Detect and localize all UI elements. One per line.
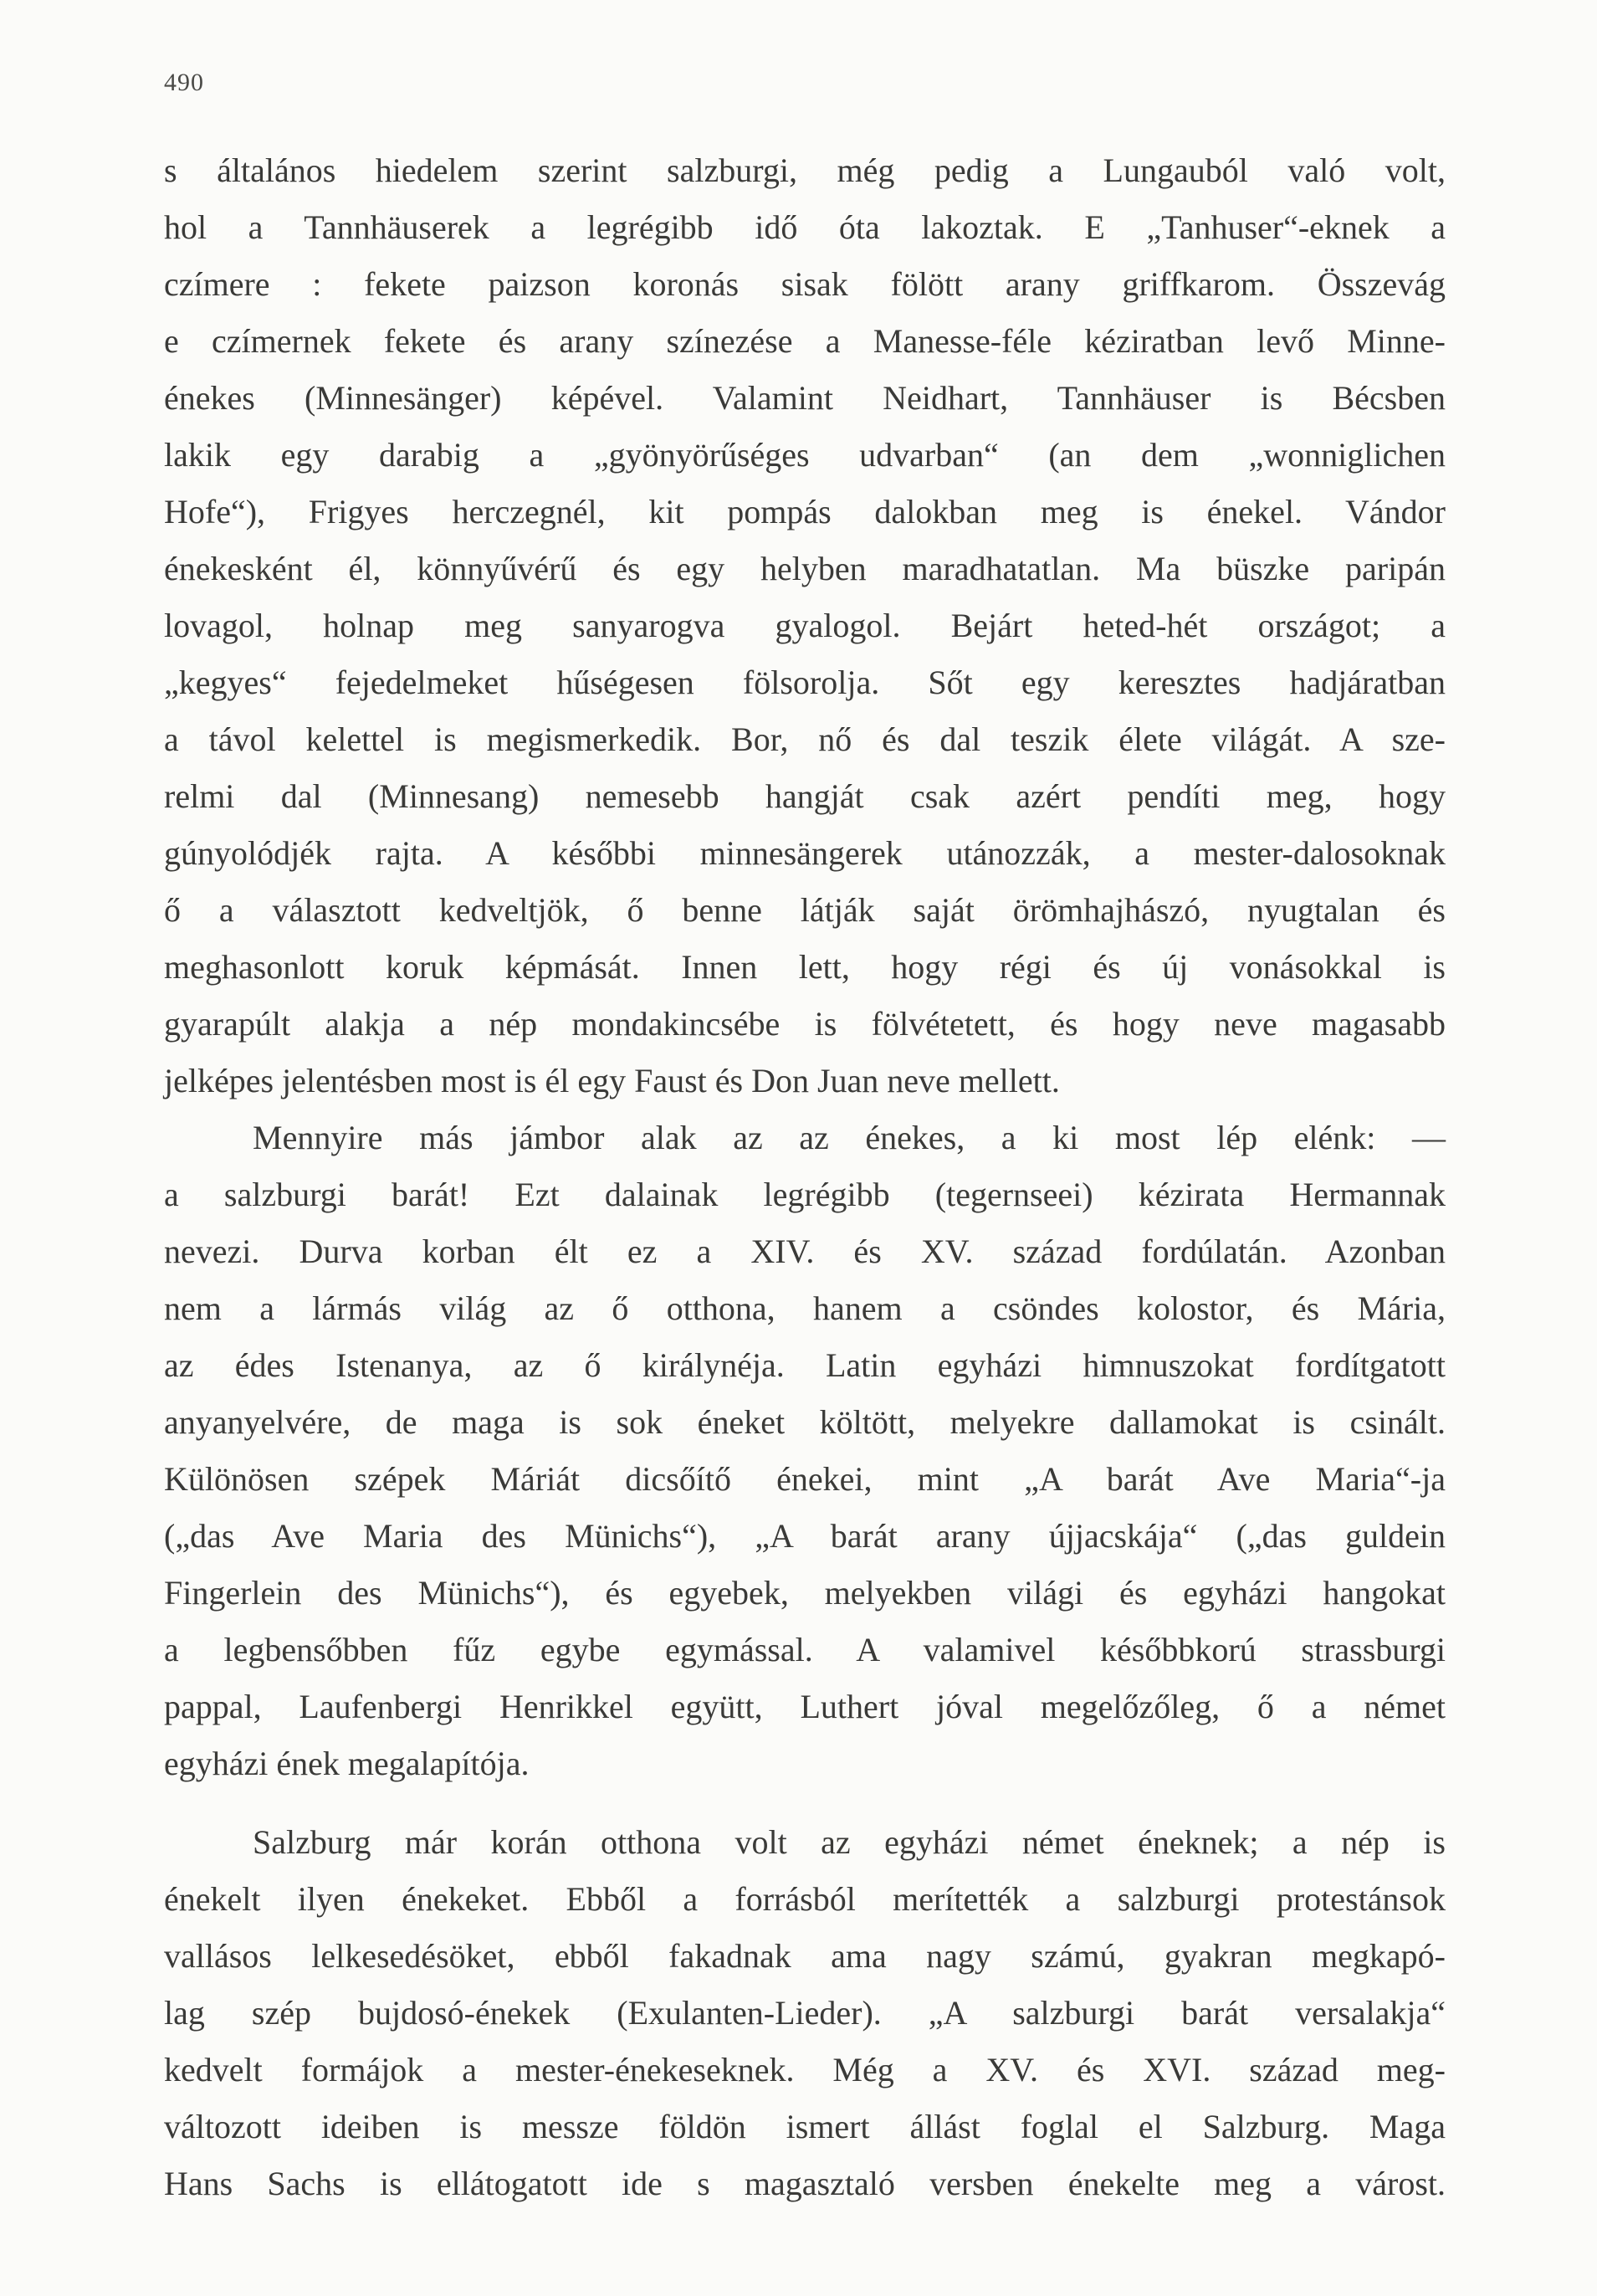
text-line: e czímernek fekete és arany színezése a Manesse-féle kéziratban levő Minne- bbox=[164, 322, 1446, 360]
text-line: meghasonlott koruk képmását. Innen lett, hogy régi és új vonásokkal is bbox=[164, 948, 1446, 986]
text-line: pappal, Laufenbergi Henrikkel együtt, Luthert jóval megelőzőleg, ő a német bbox=[164, 1688, 1446, 1725]
text-line: hol a Tannhäuserek a legrégibb idő óta lakoztak. E „Tanhuser“-eknek a bbox=[164, 208, 1446, 246]
text-line: anyanyelvére, de maga is sok éneket költött, melyekre dallamokat is csinált. bbox=[164, 1403, 1446, 1441]
paragraph-3 bbox=[164, 1814, 1446, 2212]
text-line: lovagol, holnap meg sanyarogva gyalogol. Bejárt heted-hét országot; a bbox=[164, 607, 1446, 644]
text-line: gúnyolódjék rajta. A későbbi minnesängerek utánozzák, a mester-dalosoknak bbox=[164, 834, 1446, 872]
text-line: a legbensőbben fűz egybe egymással. A valamivel későbbkorú strassburgi bbox=[164, 1631, 1446, 1668]
text-line: énekesként él, könnyűvérű és egy helyben maradhatatlan. Ma büszke paripán bbox=[164, 550, 1446, 587]
text-line: lag szép bujdosó-énekek (Exulanten-Lieder). „A salzburgi barát versalakja“ bbox=[164, 1994, 1446, 2032]
text-line: a salzburgi barát! Ezt dalainak legrégibb (tegernseei) kézirata Hermannak bbox=[164, 1176, 1446, 1213]
paragraph-2 bbox=[164, 1110, 1446, 1792]
text-line: kedvelt formájok a mester-énekeseknek. Még a XV. és XVI. század meg- bbox=[164, 2051, 1446, 2088]
body-text bbox=[164, 142, 1446, 2212]
text-line: ő a választott kedveltjök, ő benne látják saját örömhajhászó, nyugtalan és bbox=[164, 891, 1446, 929]
text-line: nevezi. Durva korban élt ez a XIV. és XV. század fordúlatán. Azonban bbox=[164, 1233, 1446, 1270]
text-line: egyházi ének megalapítója. bbox=[164, 1745, 530, 1782]
text-line: énekes (Minnesänger) képével. Valamint Neidhart, Tannhäuser is Bécsben bbox=[164, 379, 1446, 417]
text-line: a távol kelettel is megismerkedik. Bor, nő és dal teszik élete világát. A sze- bbox=[164, 720, 1446, 758]
paragraph-gap bbox=[164, 1792, 1446, 1814]
page-number: 490 bbox=[164, 69, 204, 96]
text-line: jelképes jelentésben most is él egy Faust és Don Juan neve mellett. bbox=[164, 1062, 1060, 1099]
text-line: relmi dal (Minnesang) nemesebb hangját csak azért pendíti meg, hogy bbox=[164, 777, 1446, 815]
text-line: czímere : fekete paizson koronás sisak fölött arany griffkarom. Összevág bbox=[164, 265, 1446, 303]
text-line: s általános hiedelem szerint salzburgi, még pedig a Lungauból való volt, bbox=[164, 151, 1446, 189]
text-line: lakik egy darabig a „gyönyörűséges udvarban“ (an dem „wonniglichen bbox=[164, 436, 1446, 474]
text-line: az édes Istenanya, az ő királynéja. Latin egyházi himnuszokat fordítgatott bbox=[164, 1346, 1446, 1384]
text-line: Hofe“), Frigyes herczegnél, kit pompás dalokban meg is énekel. Vándor bbox=[164, 493, 1446, 530]
text-line: énekelt ilyen énekeket. Ebből a forrásból merítették a salzburgi protestánsok bbox=[164, 1880, 1446, 1918]
paragraph-1 bbox=[164, 142, 1446, 1110]
text-line: Hans Sachs is ellátogatott ide s magasztaló versben énekelte meg a várost. bbox=[164, 2165, 1446, 2202]
text-line: „kegyes“ fejedelmeket hűségesen fölsorolja. Sőt egy keresztes hadjáratban bbox=[164, 664, 1446, 701]
text-line: Salzburg már korán otthona volt az egyházi német éneknek; a nép is bbox=[253, 1823, 1446, 1861]
text-line: Mennyire más jámbor alak az az énekes, a ki most lép elénk: — bbox=[253, 1119, 1446, 1156]
text-line: Különösen szépek Máriát dicsőítő énekei, mint „A barát Ave Maria“-ja bbox=[164, 1460, 1446, 1498]
text-line: változott ideiben is messze földön ismert állást foglal el Salzburg. Maga bbox=[164, 2108, 1446, 2145]
text-line: vallásos lelkesedésöket, ebből fakadnak ama nagy számú, gyakran megkapó- bbox=[164, 1937, 1446, 1975]
text-line: Fingerlein des Münichs“), és egyebek, melyekben világi és egyházi hangokat bbox=[164, 1574, 1446, 1612]
text-line: („das Ave Maria des Münichs“), „A barát arany újjacskája“ („das guldein bbox=[164, 1517, 1446, 1555]
text-line: gyarapúlt alakja a nép mondakincsébe is fölvétetett, és hogy neve magasabb bbox=[164, 1005, 1446, 1043]
text-line: nem a lármás világ az ő otthona, hanem a csöndes kolostor, és Mária, bbox=[164, 1289, 1446, 1327]
